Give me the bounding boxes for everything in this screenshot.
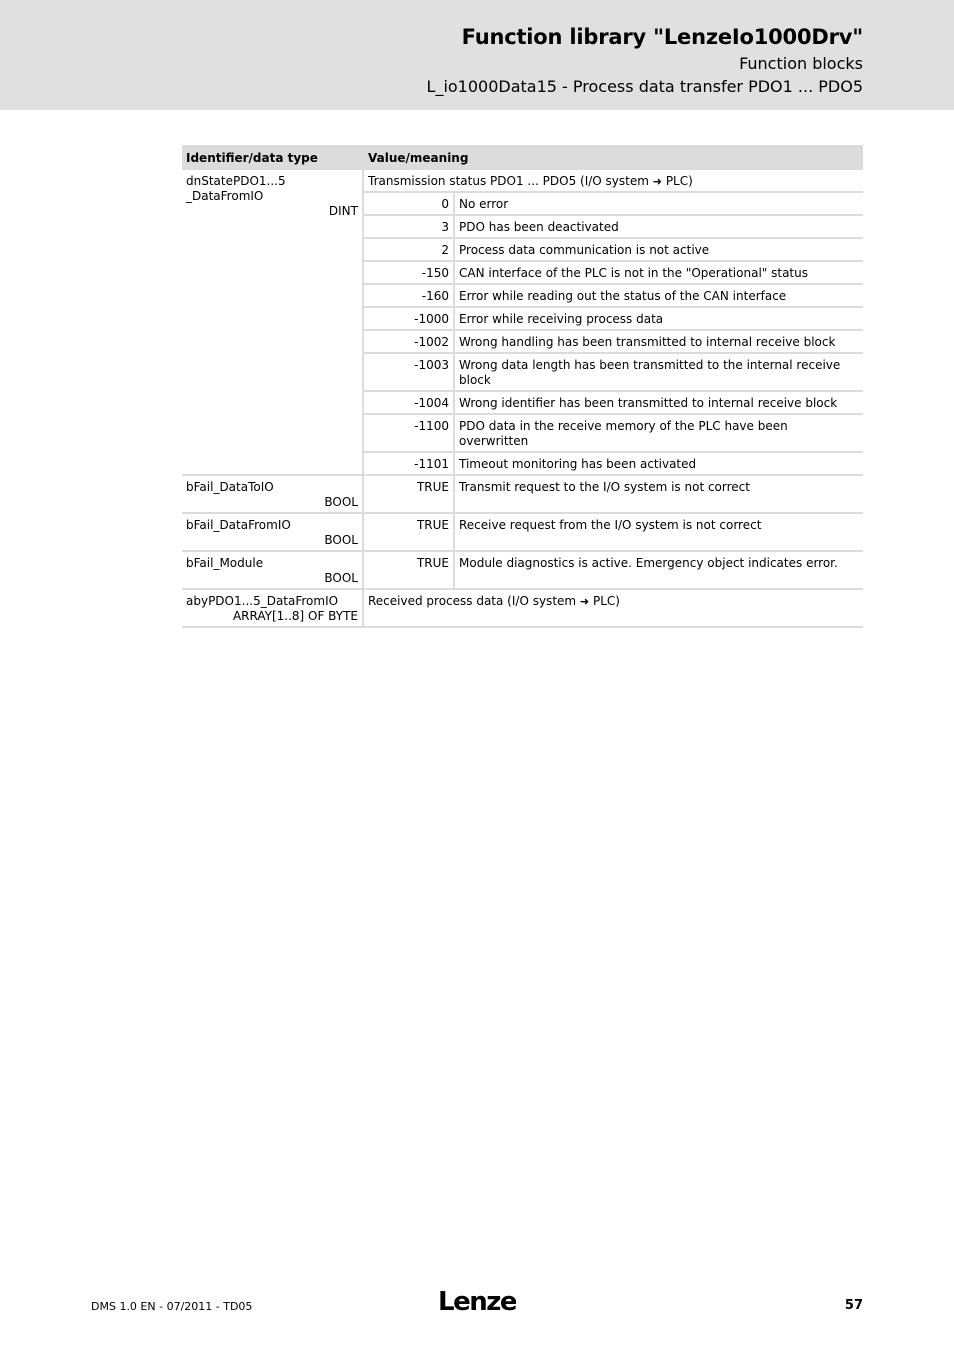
data-type: DINT: [328, 204, 358, 218]
table-row: [182, 513, 863, 551]
description-text: Received process data (I/O system: [368, 594, 577, 608]
table-row: [182, 475, 863, 513]
status-value: 3: [363, 215, 454, 238]
identifier-name: abyPDO1...5_DataFromIO: [186, 594, 339, 608]
status-value: -1003: [363, 353, 454, 391]
status-value: TRUE: [363, 475, 454, 513]
page-title: Function library "LenzeIo1000Drv": [461, 25, 863, 49]
status-meaning: Error while receiving process data: [454, 307, 863, 330]
identifier-name: bFail_Module: [186, 556, 264, 570]
table-body: [182, 170, 863, 627]
identifier-cell: [182, 170, 363, 475]
table-row: [182, 170, 863, 192]
status-value: -1101: [363, 452, 454, 475]
status-meaning: Wrong data length has been transmitted to the internal receive block: [454, 353, 863, 391]
status-meaning: CAN interface of the PLC is not in the "Operational" status: [454, 261, 863, 284]
identifier-name-cont: _DataFromIO: [186, 189, 264, 203]
status-meaning: Timeout monitoring has been activated: [454, 452, 863, 475]
page-header: [0, 0, 954, 110]
description-cell: [363, 170, 863, 192]
identifier-name: bFail_DataToIO: [186, 480, 274, 494]
status-value: 0: [363, 192, 454, 215]
table-row: [182, 589, 863, 627]
lenze-logo: [438, 1285, 516, 1315]
status-value: TRUE: [363, 551, 454, 589]
status-meaning: Wrong identifier has been transmitted to internal receive block: [454, 391, 863, 414]
identifier-name: bFail_DataFromIO: [186, 518, 291, 532]
identifier-cell: [182, 589, 363, 627]
identifier-cell: [182, 513, 363, 551]
column-header-identifier: Identifier/data type: [182, 145, 363, 170]
status-value: -1100: [363, 414, 454, 452]
description-cell: [363, 589, 863, 627]
status-value: -1004: [363, 391, 454, 414]
status-meaning: PDO data in the receive memory of the PLC have been overwritten: [454, 414, 863, 452]
status-value: -1000: [363, 307, 454, 330]
identifier-name: dnStatePDO1...5: [186, 174, 286, 188]
subsection-title: L_io1000Data15 - Process data transfer PDO1 ... PDO5: [426, 77, 863, 96]
status-meaning: PDO has been deactivated: [454, 215, 863, 238]
identifier-cell: [182, 475, 363, 513]
document-id: DMS 1.0 EN - 07/2011 - TD05: [91, 1300, 253, 1313]
parameter-table: [182, 145, 863, 628]
status-value: TRUE: [363, 513, 454, 551]
status-meaning: No error: [454, 192, 863, 215]
status-value: -160: [363, 284, 454, 307]
identifier-cell: [182, 551, 363, 589]
status-meaning: Transmit request to the I/O system is not correct: [454, 475, 863, 513]
table-header-row: [182, 145, 863, 170]
data-type: BOOL: [324, 533, 358, 547]
arrow-right-icon: ➜: [579, 595, 590, 608]
status-meaning: Module diagnostics is active. Emergency object indicates error.: [454, 551, 863, 589]
status-meaning: Receive request from the I/O system is not correct: [454, 513, 863, 551]
status-meaning: Wrong handling has been transmitted to internal receive block: [454, 330, 863, 353]
lenze-logo-text: Lenze: [438, 1287, 516, 1315]
description-text-end: PLC): [665, 174, 693, 188]
arrow-right-icon: ➜: [652, 175, 662, 188]
status-value: -1002: [363, 330, 454, 353]
page-number: 57: [844, 1298, 863, 1313]
section-title: Function blocks: [739, 54, 863, 73]
status-value: 2: [363, 238, 454, 261]
description-text: Transmission status PDO1 ... PDO5 (I/O system: [368, 174, 649, 188]
data-type: ARRAY[1..8] OF BYTE: [232, 609, 358, 623]
status-meaning: Process data communication is not active: [454, 238, 863, 261]
table-row: [182, 551, 863, 589]
description-text-end: PLC): [592, 594, 620, 608]
data-type: BOOL: [324, 495, 358, 509]
status-meaning: Error while reading out the status of the CAN interface: [454, 284, 863, 307]
data-type: BOOL: [324, 571, 358, 585]
status-value: -150: [363, 261, 454, 284]
column-header-value: Value/meaning: [363, 145, 863, 170]
